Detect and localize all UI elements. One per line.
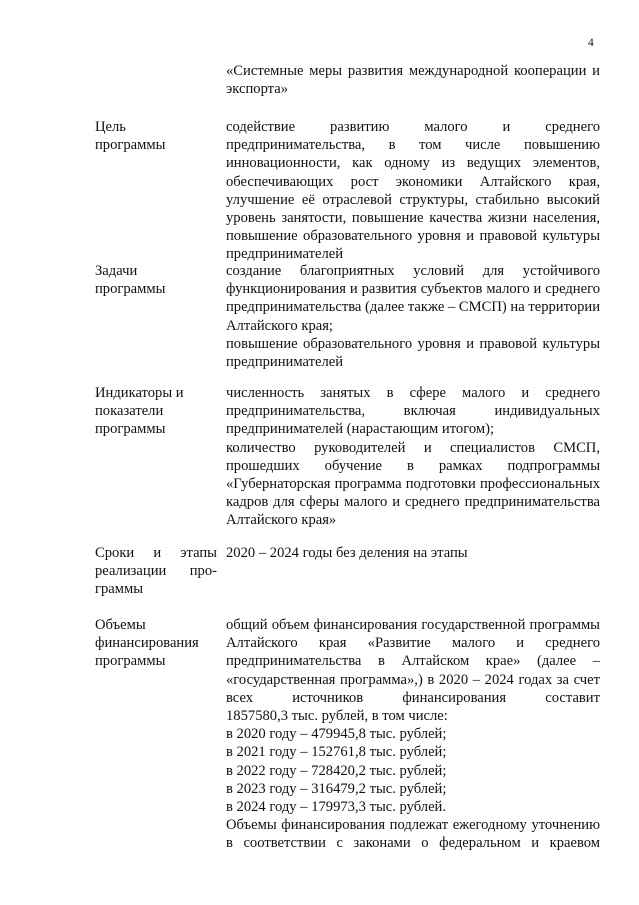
indicators-text-1: численность занятых в сфере малого и среднего предпринимательства, включая индивидуальных предпринимателей (нарастающим итогом); xyxy=(226,385,600,438)
terms-text: 2020 – 2024 годы без деления на этапы xyxy=(226,545,468,561)
funding-year-2021: в 2021 году – 152761,8 тыс. рублей; xyxy=(226,744,447,761)
funding-total: 1857580,3 тыс. рублей, в том числе: xyxy=(226,708,448,725)
indicators-content xyxy=(226,384,600,530)
tasks-label-line1: Задачи xyxy=(95,263,138,279)
tasks-content xyxy=(226,262,600,371)
goal-label xyxy=(95,118,217,154)
funding-year-2024: в 2024 году – 179973,3 тыс. рублей. xyxy=(226,799,447,816)
funding-year-2020: в 2020 году – 479945,8 тыс. рублей; xyxy=(226,726,447,743)
tasks-text-1: создание благоприятных условий для устойчивого функционирования и развития субъектов малого и среднего предпринимательства (далее также – СМСП) на территории Алтайского края; xyxy=(226,263,601,334)
indicators-label xyxy=(95,384,217,439)
goal-label-line2: программы xyxy=(95,137,166,154)
page-number: 4 xyxy=(588,37,594,49)
funding-note: Объемы финансирования подлежат ежегодному уточнению в соответствии с законами о федеральном и краевом xyxy=(226,817,600,852)
tasks-label xyxy=(95,262,217,298)
indicators-label-line3: программы xyxy=(95,421,166,438)
goal-label-line1: Цель xyxy=(95,119,126,135)
funding-text-main: общий объем финансирования государственной программы Алтайского края «Развитие малого и среднего предпринимательства в Алтайском крае» (далее – «государственная программа»,) в 2020 – 2024 годах за счет всех источников финансирования составит xyxy=(226,617,600,706)
funding-label-line3: программы xyxy=(95,653,166,670)
indicators-text-2: количество руководителей и специалистов СМСП, прошедших обучение в рамках подпрограммы «Губернаторская программа подготовки профессиональных кадров для сферы малого и среднего предпринимательства Алтайского края» xyxy=(226,439,600,529)
funding-label-line2: финансирования xyxy=(95,635,199,652)
indicators-label-line2: показатели xyxy=(95,403,164,420)
funding-year-2022: в 2022 году – 728420,2 тыс. рублей; xyxy=(226,762,447,779)
terms-label xyxy=(95,544,217,599)
terms-label-line2: реализации про- xyxy=(95,563,217,580)
goal-text: содействие развитию малого и среднего предпринимательства, в том числе повышению инновационности, как одному из ведущих элементов, обеспечивающих рост экономики Алтайского края, улучшение её отраслевой структуры, стабильно высокий уровень занятости, повышение качества жизни населения, повышение образовательного уровня и правовой культуры предпринимателей xyxy=(226,119,600,263)
intro-text: «Системные меры развития международной кооперации и экспорта» xyxy=(226,63,600,98)
indicators-label-line1: Индикаторы и xyxy=(95,385,184,401)
funding-year-2023: в 2023 году – 316479,2 тыс. рублей; xyxy=(226,780,447,797)
terms-label-line1: Сроки и этапы xyxy=(95,545,217,561)
funding-content xyxy=(226,616,600,853)
tasks-label-line2: программы xyxy=(95,281,166,298)
tasks-text-2: повышение образовательного уровня и правовой культуры предпринимателей xyxy=(226,335,600,371)
funding-label xyxy=(95,616,217,671)
funding-label-line1: Объемы xyxy=(95,617,146,633)
terms-label-line3: граммы xyxy=(95,581,144,598)
